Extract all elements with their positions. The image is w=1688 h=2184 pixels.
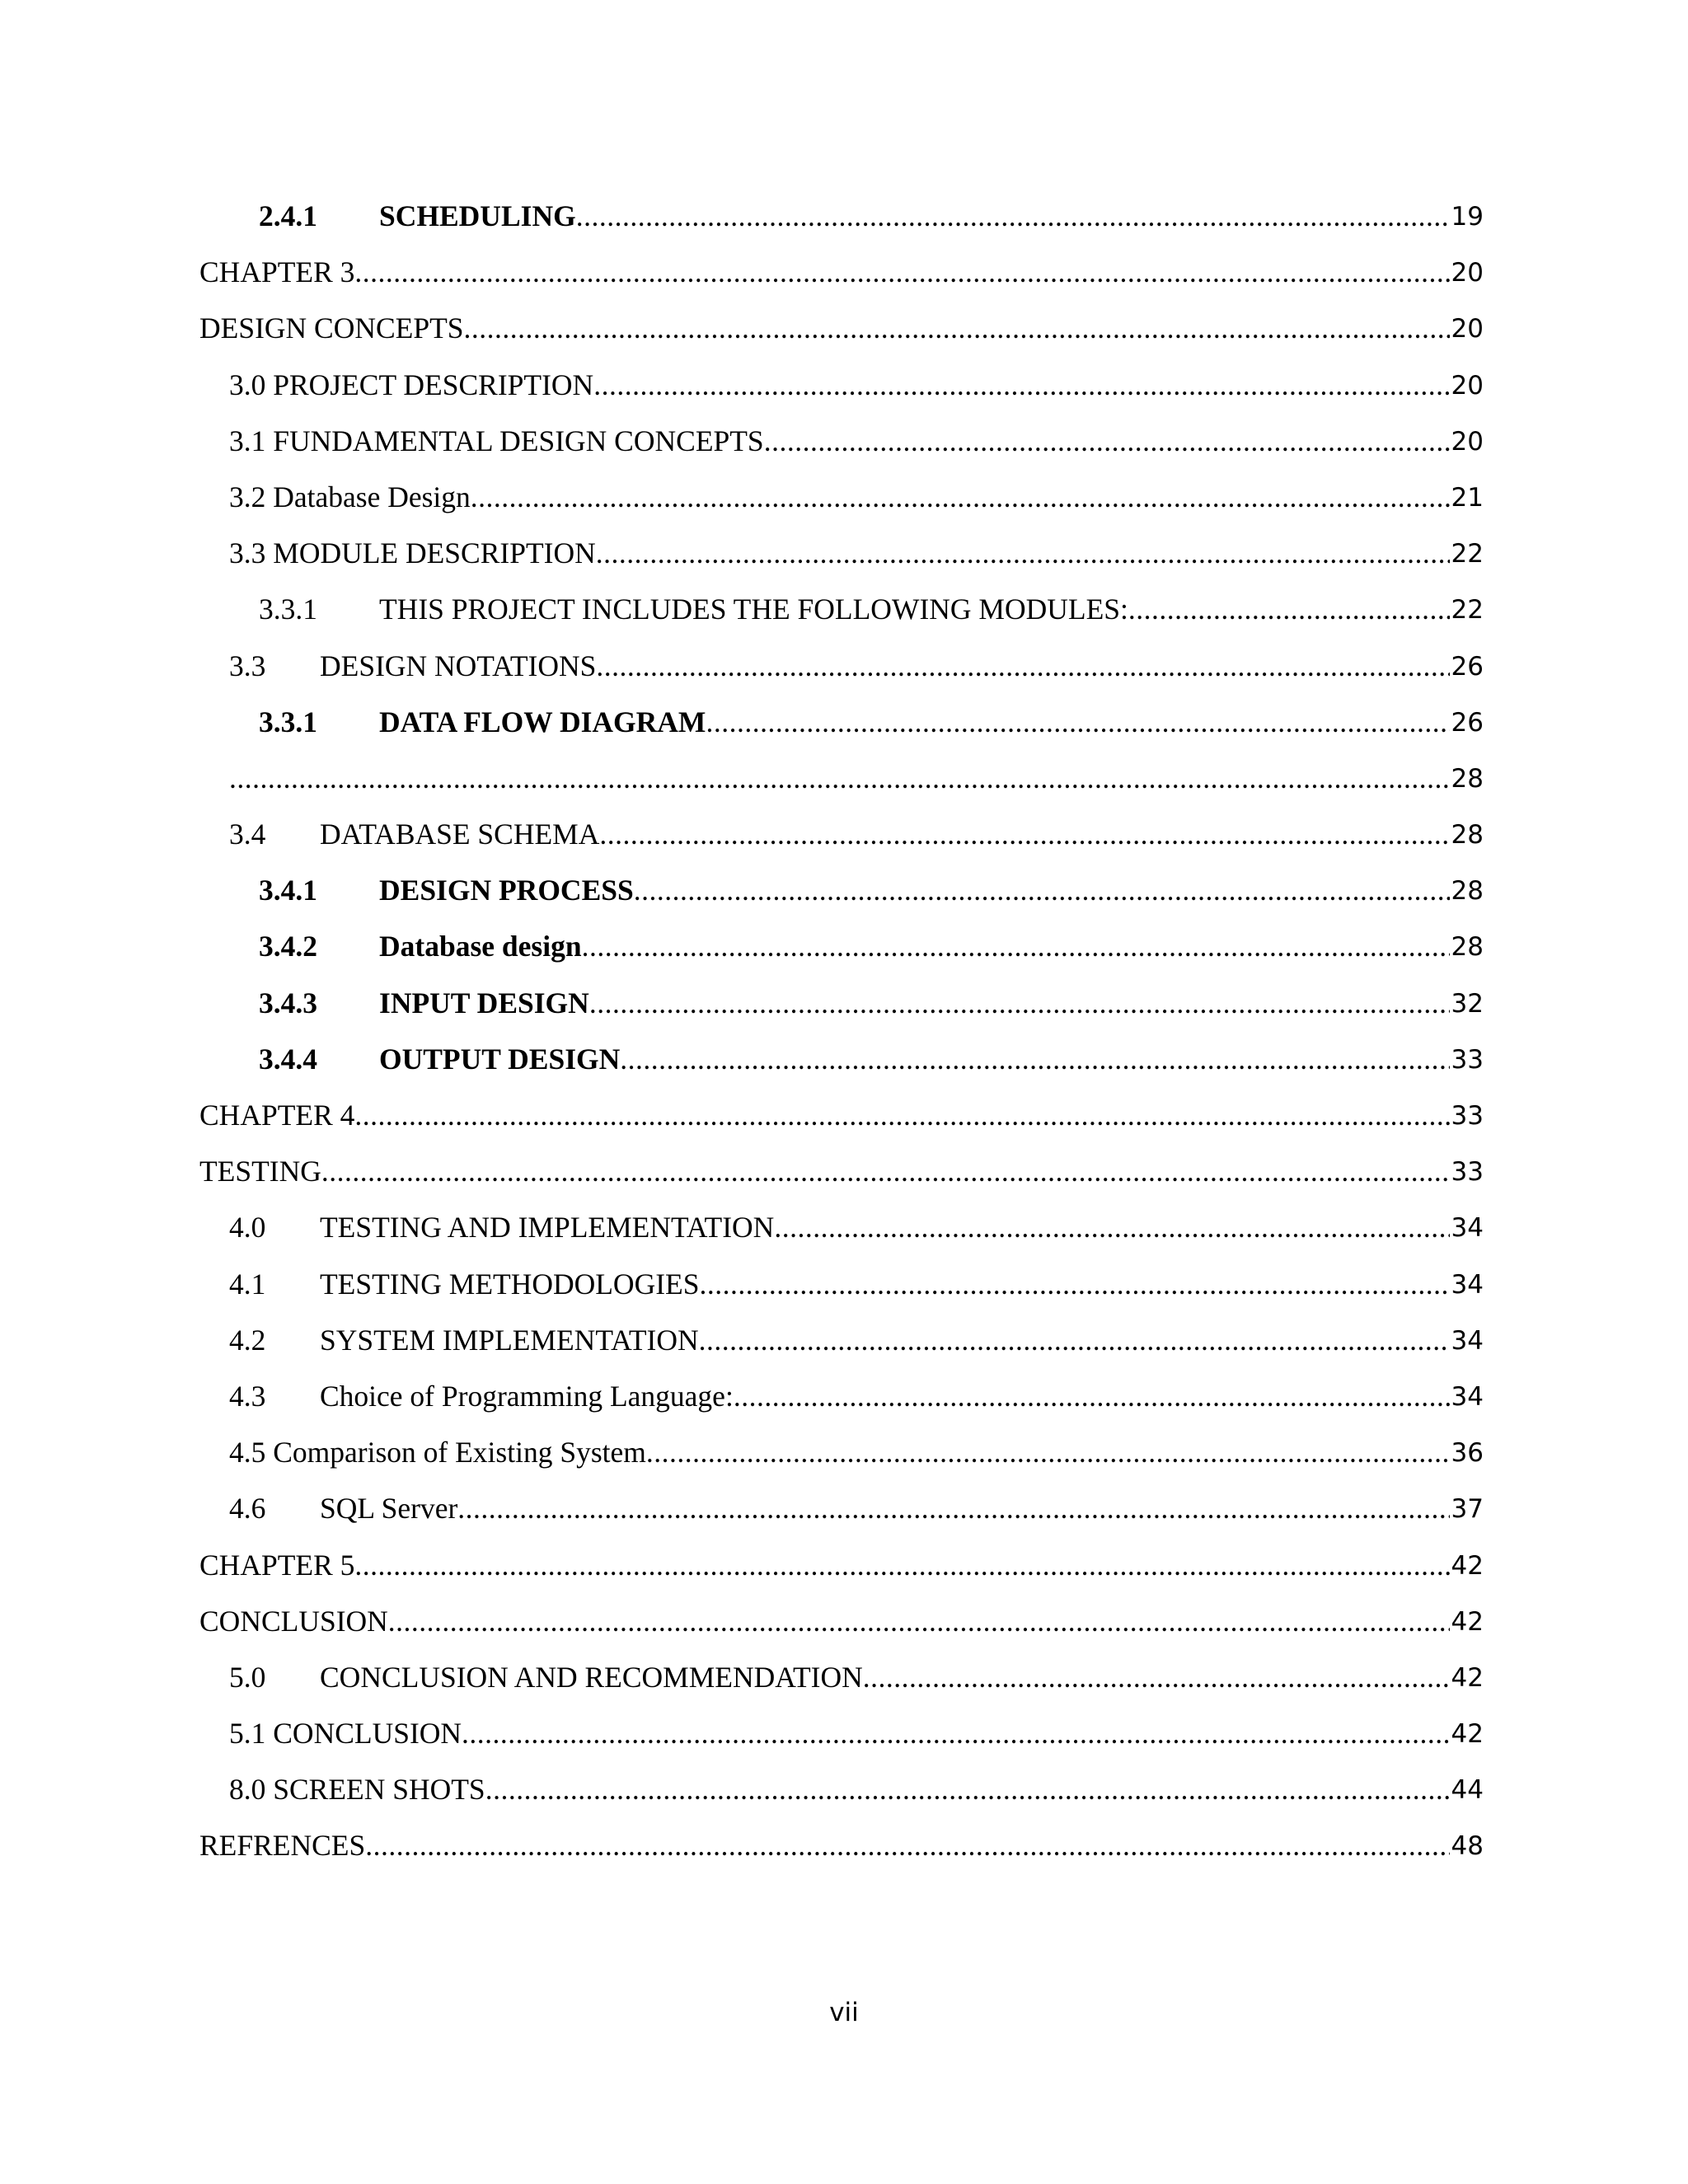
toc-entry-page-number: 33 bbox=[1451, 1044, 1484, 1075]
toc-entry-title: TESTING AND IMPLEMENTATION bbox=[320, 1211, 775, 1244]
toc-entry-title: THIS PROJECT INCLUDES THE FOLLOWING MODULES: bbox=[379, 593, 1128, 626]
toc-entry-number: 2.4.1 bbox=[259, 199, 317, 232]
dot-leader bbox=[229, 757, 1450, 799]
toc-entry[interactable] bbox=[199, 194, 1484, 251]
table-of-contents bbox=[199, 194, 1484, 1881]
toc-entry[interactable] bbox=[199, 1824, 1484, 1880]
toc-entry[interactable] bbox=[199, 1712, 1484, 1768]
dot-leader bbox=[596, 644, 1449, 687]
toc-entry-number: 3.3.1 bbox=[259, 705, 317, 738]
toc-entry-number: 3.3 bbox=[229, 649, 266, 682]
toc-entry-title: 3.3 MODULE DESCRIPTION bbox=[229, 537, 596, 570]
toc-entry-title: Choice of Programming Language: bbox=[320, 1379, 734, 1413]
toc-entry-page-number: 34 bbox=[1451, 1269, 1484, 1300]
toc-entry[interactable] bbox=[199, 1263, 1484, 1319]
toc-entry[interactable] bbox=[199, 363, 1484, 419]
dot-leader bbox=[388, 1600, 1450, 1643]
toc-entry-title: 5.1 CONCLUSION bbox=[229, 1717, 462, 1750]
toc-entry-page-number: 20 bbox=[1451, 314, 1484, 344]
toc-entry[interactable] bbox=[199, 1487, 1484, 1543]
toc-entry[interactable] bbox=[199, 757, 1484, 813]
toc-entry-title: 3.1 FUNDAMENTAL DESIGN CONCEPTS bbox=[229, 424, 764, 457]
dot-leader bbox=[321, 1150, 1450, 1193]
toc-entry-page-number: 34 bbox=[1451, 1213, 1484, 1244]
dot-leader bbox=[863, 1656, 1450, 1699]
toc-entry-title: CHAPTER 4 bbox=[199, 1099, 355, 1132]
dot-leader bbox=[471, 476, 1450, 518]
toc-entry[interactable] bbox=[199, 1094, 1484, 1150]
dot-leader bbox=[699, 1319, 1450, 1361]
dot-leader bbox=[620, 1038, 1449, 1080]
toc-entry-page-number: 28 bbox=[1451, 820, 1484, 851]
dot-leader bbox=[764, 419, 1450, 462]
toc-entry[interactable] bbox=[199, 1544, 1484, 1600]
toc-entry-page-number: 22 bbox=[1451, 539, 1484, 569]
toc-entry-title: OUTPUT DESIGN bbox=[379, 1042, 621, 1076]
toc-entry-number: 3.4.4 bbox=[259, 1042, 317, 1076]
toc-entry[interactable] bbox=[199, 251, 1484, 307]
dot-leader bbox=[593, 363, 1449, 406]
dot-leader bbox=[354, 1544, 1449, 1586]
dot-leader bbox=[599, 813, 1449, 855]
dot-leader bbox=[774, 1206, 1449, 1249]
toc-entry[interactable] bbox=[199, 701, 1484, 757]
toc-entry-number: 3.4.3 bbox=[259, 986, 317, 1019]
toc-entry-title: CONCLUSION AND RECOMMENDATION bbox=[320, 1660, 863, 1694]
toc-entry[interactable] bbox=[199, 813, 1484, 869]
toc-entry-number: 4.2 bbox=[229, 1323, 266, 1357]
toc-entry[interactable] bbox=[199, 644, 1484, 701]
toc-entry-page-number: 20 bbox=[1451, 258, 1484, 288]
toc-entry-page-number: 34 bbox=[1451, 1381, 1484, 1412]
toc-entry-page-number: 48 bbox=[1451, 1831, 1484, 1862]
toc-entry-page-number: 42 bbox=[1451, 1550, 1484, 1581]
toc-entry-number: 3.4.2 bbox=[259, 930, 317, 963]
toc-entry-title: DATABASE SCHEMA bbox=[320, 818, 600, 851]
dot-leader bbox=[464, 307, 1450, 349]
toc-entry[interactable] bbox=[199, 532, 1484, 588]
toc-entry[interactable] bbox=[199, 307, 1484, 363]
dot-leader bbox=[634, 869, 1450, 912]
dot-leader bbox=[457, 1487, 1449, 1530]
dot-leader bbox=[596, 532, 1450, 574]
toc-entry-number: 4.0 bbox=[229, 1211, 266, 1244]
toc-entry-page-number: 44 bbox=[1451, 1775, 1484, 1806]
toc-entry-page-number: 34 bbox=[1451, 1325, 1484, 1356]
toc-entry-page-number: 26 bbox=[1451, 651, 1484, 682]
toc-entry-number: 3.4.1 bbox=[259, 874, 317, 907]
dot-leader bbox=[582, 925, 1450, 968]
toc-entry-number: 4.1 bbox=[229, 1267, 266, 1301]
toc-entry-title: 3.0 PROJECT DESCRIPTION bbox=[229, 368, 594, 401]
toc-entry-page-number: 28 bbox=[1451, 876, 1484, 907]
toc-entry[interactable] bbox=[199, 419, 1484, 476]
dot-leader bbox=[646, 1431, 1450, 1474]
toc-entry-title: TESTING bbox=[199, 1155, 321, 1188]
toc-entry-page-number: 32 bbox=[1451, 988, 1484, 1019]
toc-entry[interactable] bbox=[199, 869, 1484, 925]
toc-entry[interactable] bbox=[199, 588, 1484, 644]
page-number: vii bbox=[829, 1998, 859, 2027]
toc-entry[interactable] bbox=[199, 1206, 1484, 1262]
dot-leader bbox=[1128, 588, 1450, 630]
toc-entry-page-number: 20 bbox=[1451, 370, 1484, 401]
toc-entry-page-number: 33 bbox=[1451, 1157, 1484, 1188]
dot-leader bbox=[576, 194, 1450, 237]
toc-entry-title: DATA FLOW DIAGRAM bbox=[379, 705, 706, 738]
toc-entry-number: 3.3.1 bbox=[259, 593, 317, 626]
toc-entry[interactable] bbox=[199, 1656, 1484, 1712]
toc-entry-page-number: 42 bbox=[1451, 1606, 1484, 1637]
dot-leader bbox=[462, 1712, 1450, 1755]
toc-entry-title: DESIGN PROCESS bbox=[379, 874, 634, 907]
dot-leader bbox=[365, 1824, 1449, 1867]
dot-leader bbox=[699, 1263, 1449, 1305]
dot-leader bbox=[354, 251, 1449, 293]
toc-entry-page-number: 26 bbox=[1451, 707, 1484, 738]
toc-entry-title: CONCLUSION bbox=[199, 1604, 388, 1638]
toc-entry-page-number: 28 bbox=[1451, 932, 1484, 963]
toc-entry-title: REFRENCES bbox=[199, 1829, 366, 1863]
toc-entry-page-number: 20 bbox=[1451, 426, 1484, 457]
toc-entry[interactable] bbox=[199, 1150, 1484, 1206]
toc-entry-title: TESTING METHODOLOGIES bbox=[320, 1267, 700, 1301]
toc-entry[interactable] bbox=[199, 1038, 1484, 1094]
toc-entry-title: CHAPTER 5 bbox=[199, 1548, 355, 1582]
dot-leader bbox=[589, 982, 1450, 1024]
toc-entry[interactable] bbox=[199, 1431, 1484, 1487]
toc-entry-title: CHAPTER 3 bbox=[199, 255, 355, 289]
toc-entry[interactable] bbox=[199, 982, 1484, 1038]
dot-leader bbox=[485, 1768, 1450, 1811]
toc-entry-title: 3.2 Database Design bbox=[229, 480, 471, 513]
toc-entry-title: Database design bbox=[379, 930, 582, 963]
toc-entry-page-number: 28 bbox=[1451, 763, 1484, 794]
toc-entry[interactable] bbox=[199, 1319, 1484, 1375]
toc-entry[interactable] bbox=[199, 1768, 1484, 1824]
dot-leader bbox=[706, 701, 1449, 743]
toc-entry-title: 4.5 Comparison of Existing System bbox=[229, 1436, 646, 1469]
toc-entry-number: 4.6 bbox=[229, 1492, 266, 1526]
toc-entry-title: SYSTEM IMPLEMENTATION bbox=[320, 1323, 699, 1357]
toc-entry-page-number: 37 bbox=[1451, 1494, 1484, 1525]
toc-entry-page-number: 42 bbox=[1451, 1719, 1484, 1750]
toc-entry-title: SCHEDULING bbox=[379, 199, 576, 232]
dot-leader bbox=[734, 1375, 1450, 1418]
dot-leader bbox=[354, 1094, 1449, 1137]
toc-entry-page-number: 36 bbox=[1451, 1438, 1484, 1469]
toc-entry-title: INPUT DESIGN bbox=[379, 986, 589, 1019]
toc-entry-number: 3.4 bbox=[229, 818, 266, 851]
toc-entry-page-number: 42 bbox=[1451, 1662, 1484, 1693]
toc-entry[interactable] bbox=[199, 1600, 1484, 1656]
toc-entry-page-number: 22 bbox=[1451, 595, 1484, 626]
toc-entry-number: 5.0 bbox=[229, 1660, 266, 1694]
toc-entry[interactable] bbox=[199, 1375, 1484, 1431]
toc-entry[interactable] bbox=[199, 476, 1484, 532]
toc-entry-title: DESIGN NOTATIONS bbox=[320, 649, 597, 682]
toc-entry-page-number: 19 bbox=[1451, 202, 1484, 232]
toc-entry-page-number: 21 bbox=[1451, 482, 1484, 513]
toc-entry-title: 8.0 SCREEN SHOTS bbox=[229, 1773, 485, 1807]
toc-entry[interactable] bbox=[199, 925, 1484, 981]
toc-entry-title: DESIGN CONCEPTS bbox=[199, 312, 464, 345]
toc-entry-page-number: 33 bbox=[1451, 1101, 1484, 1131]
toc-entry-title: SQL Server bbox=[320, 1492, 458, 1526]
toc-entry-number: 4.3 bbox=[229, 1379, 266, 1413]
